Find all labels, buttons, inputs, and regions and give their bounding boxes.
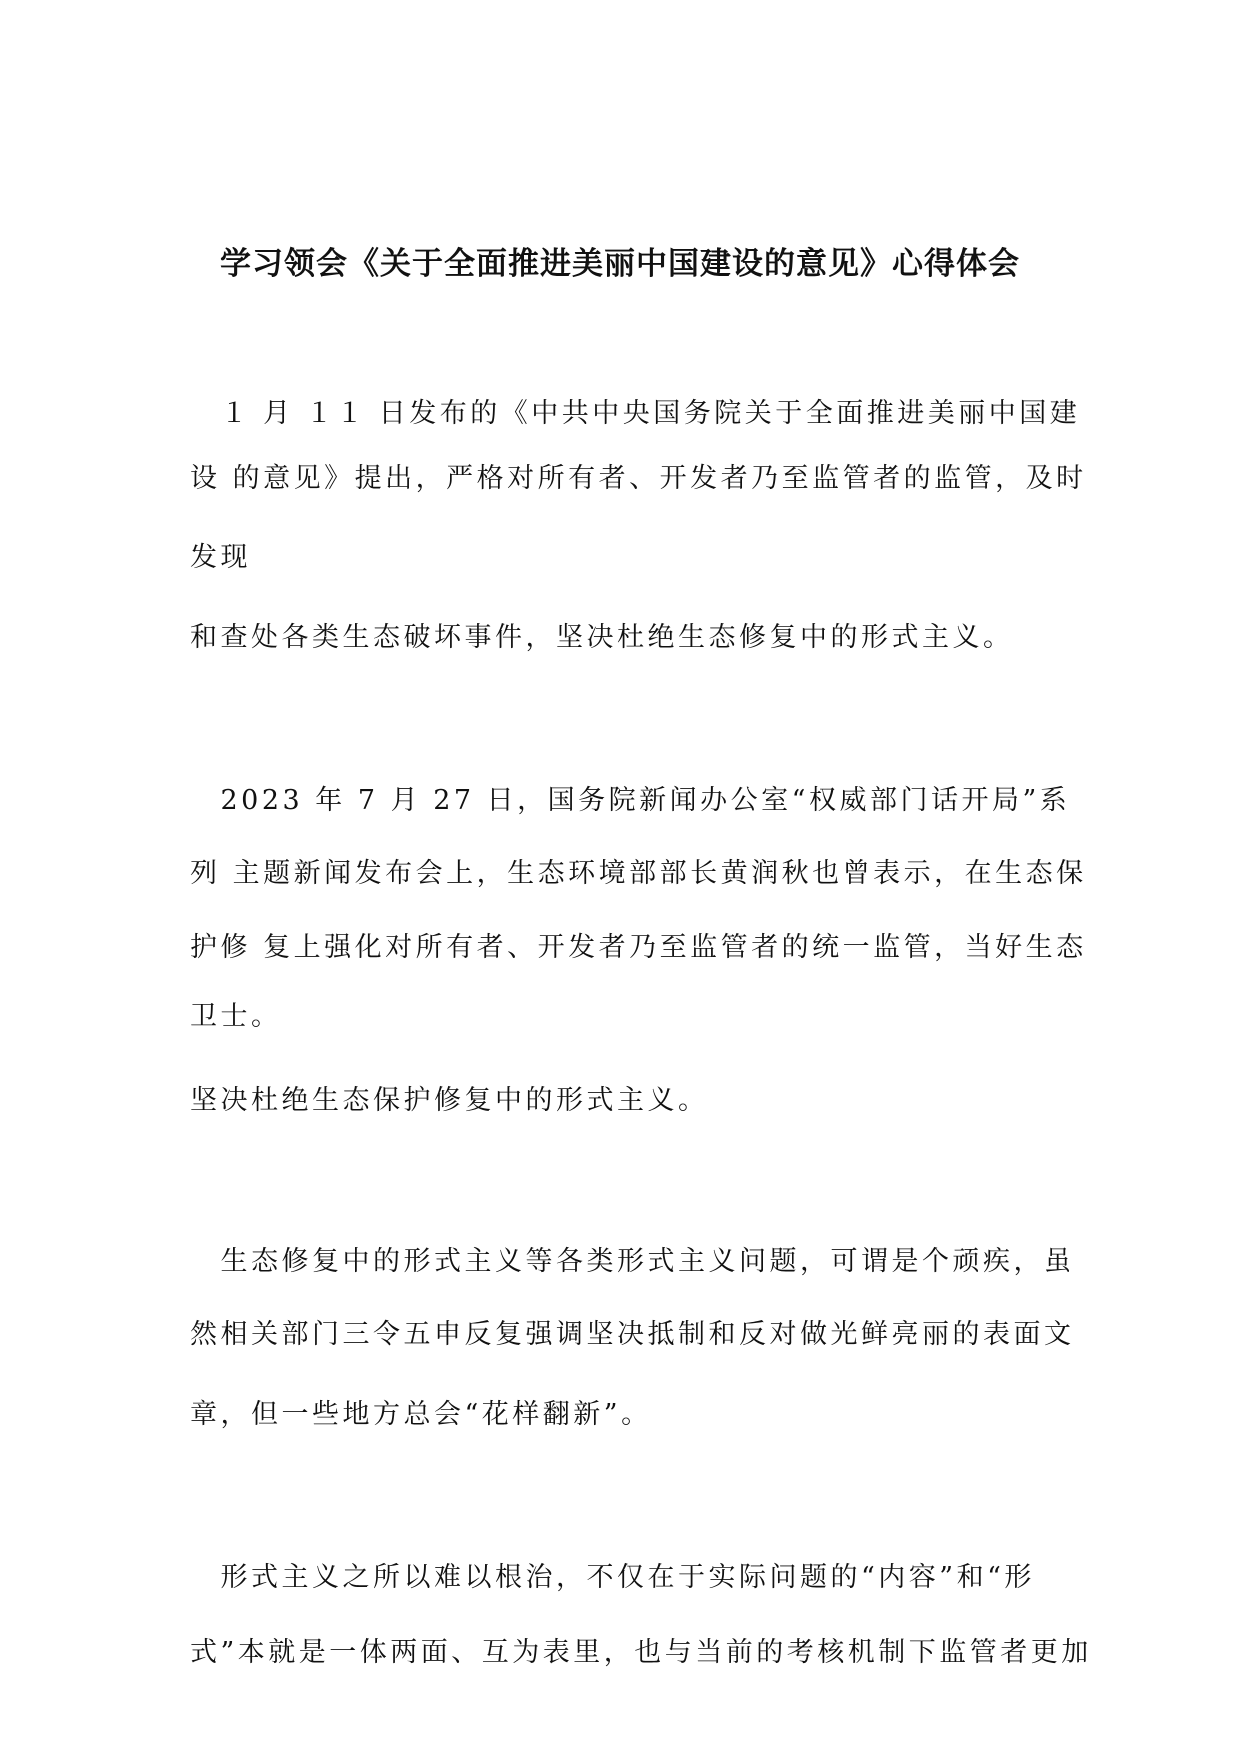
paragraph-3-line-2: 列 主题新闻发布会上，生态环境部部长黄润秋也曾表示，在生态保 xyxy=(190,858,1087,889)
paragraph-5-line-1: 生态修复中的形式主义等各类形式主义问题，可谓是个顽疾，虽 xyxy=(190,1246,1075,1277)
paragraph-2-line-1: 和查处各类生态破坏事件，坚决杜绝生态修复中的形式主义。 xyxy=(190,622,1014,653)
paragraph-6-line-1: 形式主义之所以难以根治，不仅在于实际问题的“内容”和“形 xyxy=(190,1562,1035,1593)
paragraph-1-line-1: １ 月 １１ 日发布的《中共中央国务院关于全面推进美丽中国建 xyxy=(190,398,1081,429)
paragraph-3-line-1: 2023 年 7 月 27 日，国务院新闻办公室“权威部门话开局”系 xyxy=(190,785,1071,816)
paragraph-5-line-3: 章，但一些地方总会“花样翻新”。 xyxy=(190,1399,652,1430)
paragraph-3-line-4: 卫士。 xyxy=(190,1001,282,1032)
paragraph-3-line-3: 护修 复上强化对所有者、开发者乃至监管者的统一监管，当好生态 xyxy=(190,932,1087,963)
paragraph-1-line-3: 发现 xyxy=(190,542,251,573)
document-title: 学习领会《关于全面推进美丽中国建设的意见》心得体会 xyxy=(220,246,1020,282)
paragraph-4-line-1: 坚决杜绝生态保护修复中的形式主义。 xyxy=(190,1085,709,1116)
paragraph-5-line-2: 然相关部门三令五申反复强调坚决抵制和反对做光鲜亮丽的表面文 xyxy=(190,1319,1075,1350)
paragraph-6-line-2: 式”本就是一体两面、互为表里，也与当前的考核机制下监管者更加 xyxy=(190,1637,1092,1668)
paragraph-1-line-2: 设 的意见》提出，严格对所有者、开发者乃至监管者的监管，及时 xyxy=(190,463,1087,494)
